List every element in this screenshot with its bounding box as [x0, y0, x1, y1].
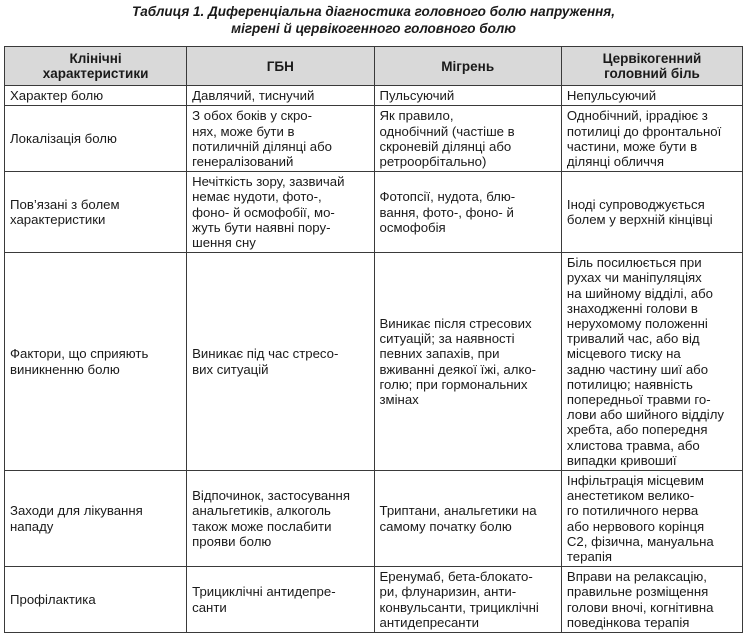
table-caption: [0, 3, 747, 37]
header-row: [5, 47, 743, 86]
cell-cervicogenic: Непульсуючий: [561, 86, 742, 106]
cell-migraine: Як правило, однобічний (частіше в скроневій ділянці або ретроорбітально): [374, 106, 561, 172]
cell-migraine: Триптани, анальгетики на самому початку болю: [374, 471, 561, 567]
row-label: Заходи для лікування нападу: [5, 471, 187, 567]
header-clinical-characteristics: Клінічні характеристики: [5, 47, 187, 86]
row-label: Фактори, що сприяють виникненню болю: [5, 253, 187, 471]
table-row: [5, 253, 743, 471]
cell-gbn: Нечіткість зору, зазвичай немає нудоти, фото-, фоно- й осмофобії, мо- жуть бути наявні пору- шення сну: [187, 172, 374, 253]
row-label: Профілактика: [5, 567, 187, 633]
caption-line-2: мігрені й цервікогенного головного болю: [231, 21, 516, 36]
row-label: Локалізація болю: [5, 106, 187, 172]
cell-cervicogenic: Вправи на релаксацію, правильне розміщення голови вночі, когнітивна поведінкова терапія: [561, 567, 742, 633]
cell-cervicogenic: Однобічний, іррадіює з потилиці до фронтальної частини, може бути в ділянці обличчя: [561, 106, 742, 172]
caption-line-1: Таблиця 1. Диференціальна діагностика головного болю напруження,: [132, 4, 615, 19]
header-gbn: ГБН: [187, 47, 374, 86]
cell-migraine: Пульсуючий: [374, 86, 561, 106]
cell-gbn: Трициклічні антидепре- санти: [187, 567, 374, 633]
cell-cervicogenic: Іноді супроводжується болем у верхній кінцівці: [561, 172, 742, 253]
cell-gbn: Давлячий, тиснучий: [187, 86, 374, 106]
cell-migraine: Фотопсії, нудота, блю- вання, фото-, фоно- й осмофобія: [374, 172, 561, 253]
cell-gbn: Відпочинок, застосування анальгетиків, алкоголь також може послабити прояви болю: [187, 471, 374, 567]
cell-cervicogenic: Біль посилюється при рухах чи маніпуляціях на шийному відділі, або знаходженні голови в нерухомому положенні тривалий час, або від місцевого тиску на задню частину шиї або потилицю; наявність попередньої травми го- лови або шийного відділу хребта, або попередня хлистова травма, або випадки кривошиї: [561, 253, 742, 471]
cell-cervicogenic: Інфільтрація місцевим анестетиком велико- го потиличного нерва або нервового корінця C2, фізична, мануальна терапія: [561, 471, 742, 567]
cell-migraine: Виникає після стресових ситуацій; за наявності певних запахів, при вживанні деякої їжі, алко- голю; при гормональних змінах: [374, 253, 561, 471]
cell-migraine: Еренумаб, бета-блокато- ри, флунаризин, анти- конвульсанти, трициклічні антидепресанти: [374, 567, 561, 633]
table-row: [5, 567, 743, 633]
table-row: [5, 106, 743, 172]
table-row: [5, 86, 743, 106]
cell-gbn: Виникає під час стресо- вих ситуацій: [187, 253, 374, 471]
cell-gbn: З обох боків у скро- нях, може бути в потиличній ділянці або генералізований: [187, 106, 374, 172]
row-label: Пов’язані з болем характеристики: [5, 172, 187, 253]
differential-diagnosis-table: [4, 46, 743, 633]
row-label: Характер болю: [5, 86, 187, 106]
header-migraine: Мігрень: [374, 47, 561, 86]
table-row: [5, 471, 743, 567]
table-row: [5, 172, 743, 253]
header-cervicogenic: Цервікогенний головний біль: [561, 47, 742, 86]
